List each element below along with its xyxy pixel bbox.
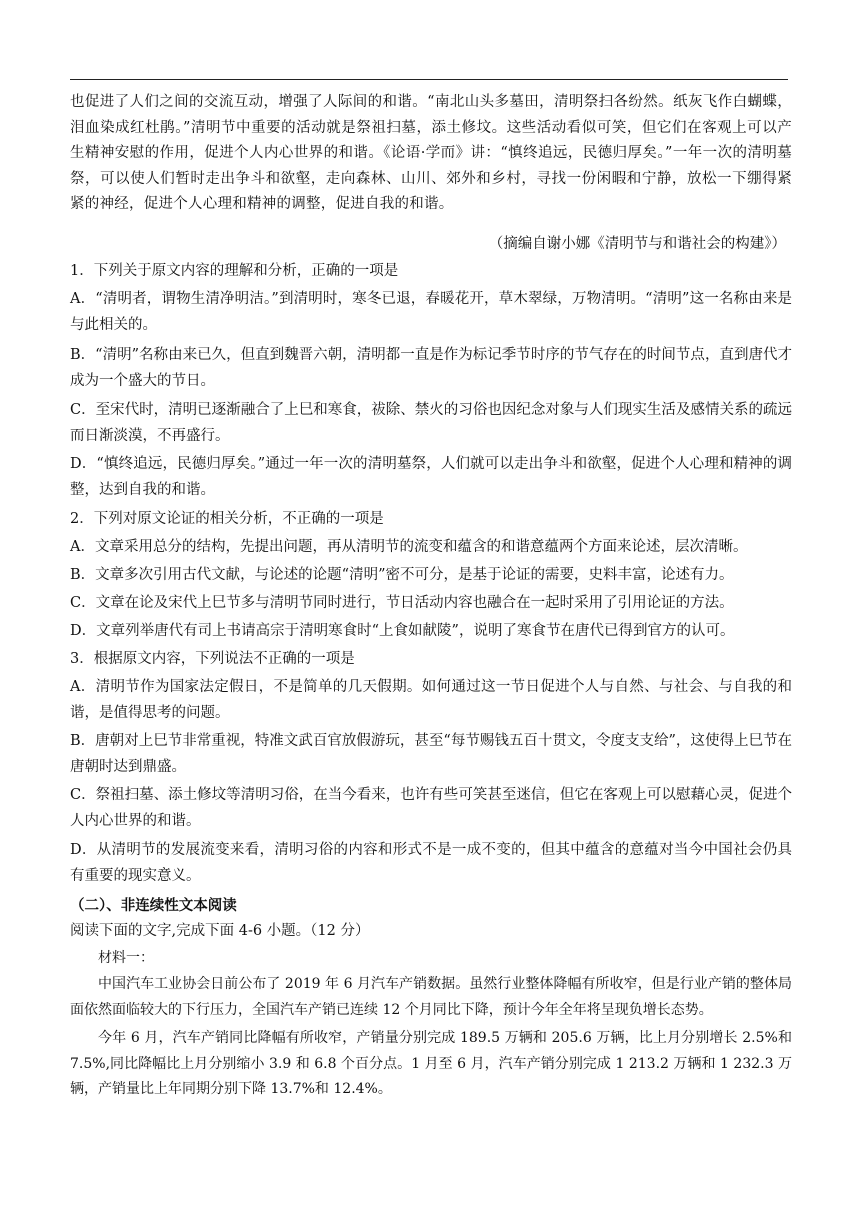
q3-stem: 3．根据原文内容，下列说法不正确的一项是 xyxy=(70,651,355,667)
q2-stem: 2．下列对原文论证的相关分析，不正确的一项是 xyxy=(70,511,384,527)
q1-option-d: D．“慎终追远，民德归厚矣。”通过一年一次的清明墓祭，人们就可以走出争斗和欲壑，促进个人心理和精神的调整，达到自我的和谐。 xyxy=(70,456,792,498)
q2-option-b: B．文章多次引用古代文献，与论述的论题“清明”密不可分，是基于论证的需要，史料丰富，论述有力。 xyxy=(70,567,734,583)
section-heading: （二）、非连续性文本阅读 xyxy=(70,897,237,914)
q1-option-c: C．至宋代时，清明已逐渐融合了上巳和寒食，祓除、禁火的习俗也因纪念对象与人们现实生活及感情关系的疏远而日渐淡漠，不再盛行。 xyxy=(70,402,792,444)
material-label: 材料一： xyxy=(98,950,154,966)
q2-option-d: D．文章列举唐代有司上书请高宗于清明寒食时“上食如献陵”，说明了寒食节在唐代已得到官方的认可。 xyxy=(70,623,735,639)
q3-option-a: A．清明节作为国家法定假日，不是简单的几天假期。如何通过这一节日促进个人与自然、与社会、与自我的和谐，是值得思考的问题。 xyxy=(70,679,792,721)
q1-option-a: A．“清明者，谓物生清净明洁。”到清明时，寒冬已退，春暖花开，草木翠绿，万物清明。“清明”这一名称由来是与此相关的。 xyxy=(70,291,792,333)
material-paragraph-1: 中国汽车工业协会日前公布了 2019 年 6 月汽车产销数据。虽然行业整体降幅有所收窄，但是行业产销的整体局面依然面临较大的下行压力，全国汽车产销已连续 12 个月同比下降，预计今年全年将呈现负增长态势。 xyxy=(70,976,792,1018)
intro-paragraph: 也促进了人们之间的交流互动，增强了人际间的和谐。“南北山头多墓田，清明祭扫各纷然。纸灰飞作白蝴蝶，泪血染成红杜鹃。”清明节中重要的活动就是祭祖扫墓，添土修坟。这些活动看似可笑，但它们在客观上可以产生精神安慰的作用，促进个人内心世界的和谐。《论语·学而》讲：“慎终追远，民德归厚矣。”一年一次的清明墓祭，可以使人们暂时走出争斗和欲壑，走向森林、山川、郊外和乡村，寻找一份闲暇和宁静，放松一下绷得紧紧的神经，促进个人心理和精神的调整，促进自我的和谐。 xyxy=(70,94,792,212)
q3-option-b: B．唐朝对上巳节非常重视，特准文武百官放假游玩，甚至“每节赐钱五百十贯文，令度支支给”，这使得上巳节在唐朝时达到鼎盛。 xyxy=(70,733,792,775)
q3-option-c: C．祭祖扫墓、添土修坟等清明习俗，在当今看来，也许有些可笑甚至迷信，但它在客观上可以慰藉心灵，促进个人内心世界的和谐。 xyxy=(70,787,792,829)
material-paragraph-2: 今年 6 月，汽车产销同比降幅有所收窄，产销量分别完成 189.5 万辆和 205.6 万辆，比上月分别增长 2.5%和 7.5%,同比降幅比上月分别缩小 3.9 和 6.8 个百分点。1 月至 6 月，汽车产销分别完成 1 213.2 万辆和 1 232.3 万辆，产销量比上年同期分别下降 13.7%和 12.4%。 xyxy=(70,1030,792,1097)
header-rule xyxy=(70,79,788,80)
q1-stem: 1．下列关于原文内容的理解和分析，正确的一项是 xyxy=(70,263,399,279)
q2-option-a: A．文章采用总分的结构，先提出问题，再从清明节的流变和蕴含的和谐意蕴两个方面来论述，层次清晰。 xyxy=(70,539,748,555)
source-note: （摘编自谢小娜《清明节与和谐社会的构建》） xyxy=(488,236,786,252)
q2-option-c: C．文章在论及宋代上巳节多与清明节同时进行，节日活动内容也融合在一起时采用了引用论证的方法。 xyxy=(70,595,734,611)
q3-option-d: D．从清明节的发展流变来看，清明习俗的内容和形式不是一成不变的，但其中蕴含的意蕴对当今中国社会仍具有重要的现实意义。 xyxy=(70,842,792,884)
q1-option-b: B．“清明”名称由来已久，但直到魏晋六朝，清明都一直是作为标记季节时序的节气存在的时间节点，直到唐代才成为一个盛大的节日。 xyxy=(70,347,792,389)
section-instruction: 阅读下面的文字,完成下面 4-6 小题。（12 分） xyxy=(70,923,370,939)
